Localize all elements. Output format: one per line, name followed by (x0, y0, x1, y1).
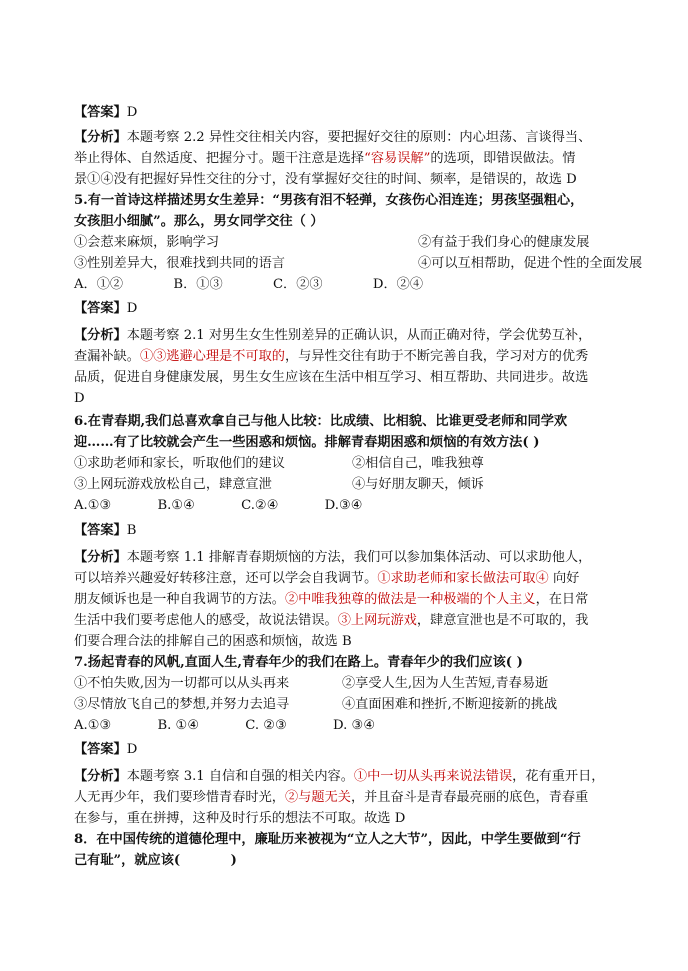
analysis-label: 【分析】 (74, 550, 127, 565)
q6-analysis-line-1 (74, 548, 591, 568)
analysis-text: 本题考察 2.1 对男生女生性别差异的正确认识，从而正确对待，学会优势互补， (126, 328, 592, 343)
answer-value: D (126, 742, 138, 757)
analysis-text: 本题考察 3.1 自信和自强的相关内容。 (126, 769, 354, 784)
q7-choices: A.①③ B. ①④ C. ②③ D. ③④ (74, 718, 376, 733)
analysis-text: ，与异性交往有助于不断完善自我，学习对方的优秀 (285, 349, 589, 364)
q8-stem-line-2: 己有耻”，就应该( ) (74, 853, 237, 868)
analysis-text: 本题考察 1.1 排解青春期烦恼的方法，我们可以参加集体活动、可以求助他人， (126, 550, 592, 565)
q7-options-row-2 (74, 695, 558, 715)
q7-options-row-1 (74, 674, 549, 694)
option-1: ①求助老师和家长，听取他们的建议 (74, 456, 285, 471)
q4-answer (74, 103, 137, 123)
analysis-text: ，并且奋斗是青春最亮丽的底色，青春重 (350, 790, 589, 805)
q6-analysis-line-2 (74, 569, 579, 589)
analysis-label: 【分析】 (74, 130, 127, 145)
option-4: ④直面困难和挫折,不断迎接新的挑战 (342, 697, 558, 712)
option-1: ①不怕失败,因为一切都可以从头再来 (74, 676, 290, 691)
q5-analysis-line-2 (74, 347, 588, 367)
q6-stem-line-1: 6.在青春期,我们总喜欢拿自己与他人比较：比成绩、比相貌、比谁更受老师和同学欢 (74, 414, 568, 429)
analysis-highlight: ②中唯我独尊的做法是一种极端的个人主义 (285, 592, 536, 607)
analysis-text: ，肆意宣泄也是不可取的，我 (416, 613, 589, 628)
option-2: ②有益于我们身心的健康发展 (418, 235, 590, 250)
q6-analysis-line-3 (74, 590, 588, 610)
analysis-label: 【分析】 (74, 328, 127, 343)
q5-analysis-line-1 (74, 326, 591, 346)
analysis-highlight: ③上网玩游戏 (337, 613, 417, 628)
analysis-text: ，花有重开日， (512, 769, 605, 784)
analysis-highlight: ②与题无关 (285, 790, 351, 805)
q6-answer (74, 521, 136, 541)
analysis-label: 【分析】 (74, 769, 127, 784)
q6-options-row-2 (74, 475, 484, 495)
answer-label: 【答案】 (74, 523, 127, 538)
answer-label: 【答案】 (74, 301, 127, 316)
q5-stem-line-2: 女孩胆小细腻”。那么，男女同学交往（ ） (74, 214, 324, 229)
analysis-text: 本题考察 2.2 异性交往相关内容，要把握好交往的原则：内心坦荡、言谈得当、 (126, 130, 592, 145)
q4-analysis-line-2 (74, 149, 575, 169)
q6-analysis-line-5: 们要合理合法的排解自己的困惑和烦恼，故选 B (74, 634, 352, 649)
q5-choices: A．①② B．①③ C．②③ D．②④ (74, 277, 424, 292)
analysis-text: 可以培养兴趣爱好转移注意，还可以学会自我调节。 (74, 571, 378, 586)
q5-analysis-line-3: 品质，促进自身健康发展，男生女生应该在生活中相互学习、相互帮助、共同进步。故选 (74, 370, 589, 385)
analysis-highlight: ①中一切从头再来说法错误 (353, 769, 513, 784)
q4-analysis-line-3: 景①④没有把握好异性交往的分寸，没有掌握好交往的时间、频率，是错误的，故选 D (74, 172, 577, 187)
q5-options-row-2 (74, 254, 643, 274)
analysis-text: 朋友倾诉也是一种自我调节的方法。 (74, 592, 285, 607)
analysis-highlight: ①求助老师和家长做法可取④ (377, 571, 549, 586)
q6-stem-line-2: 迎……有了比较就会产生一些困惑和烦恼。排解青春期困惑和烦恼的有效方法( ) (74, 435, 540, 450)
q7-answer (74, 740, 137, 760)
option-3: ③性别差异大，很难找到共同的语言 (74, 256, 285, 271)
q7-analysis-line-1 (74, 767, 604, 787)
answer-value: D (126, 105, 138, 120)
q6-choices: A.①③ B.①④ C.②④ D.③④ (74, 498, 363, 513)
q7-analysis-line-3: 在参与，重在拼搏，这种及时行乐的想法不可取。故选 D (74, 811, 406, 826)
q7-analysis-line-2 (74, 788, 588, 808)
option-1: ①会惹来麻烦，影响学习 (74, 235, 220, 250)
option-3: ③尽情放飞自己的梦想,并努力去追寻 (74, 697, 290, 712)
analysis-text: 生活中我们要考虑他人的感受，故说法错误。 (74, 613, 338, 628)
analysis-text: 举止得体、自然适度、把握分寸。题干注意是选择 (74, 151, 365, 166)
q4-analysis-line-1 (74, 128, 591, 148)
analysis-highlight: ①③逃避心理是不可取的 (139, 349, 285, 364)
option-2: ②相信自己，唯我独尊 (352, 456, 484, 471)
q5-answer (74, 299, 137, 319)
q8-stem-line-1: 8．在中国传统的道德伦理中，廉耻历来被视为“立人之大节”，因此，中学生要做到“行 (74, 832, 581, 847)
option-4: ④可以互相帮助，促进个性的全面发展 (418, 256, 643, 271)
option-3: ③上网玩游戏放松自己，肆意宣泄 (74, 477, 272, 492)
q6-options-row-1 (74, 454, 484, 474)
analysis-text: 人无再少年，我们要珍惜青春时光， (74, 790, 285, 805)
analysis-text: 查漏补缺。 (74, 349, 140, 364)
q7-stem-line-1: 7.扬起青春的风帆,直面人生,青春年少的我们在路上。青春年少的我们应该( ) (74, 655, 523, 670)
q5-options-row-1 (74, 233, 590, 253)
answer-label: 【答案】 (74, 105, 127, 120)
option-2: ②享受人生,因为人生苦短,青春易逝 (342, 676, 549, 691)
q5-stem-line-1: 5.有一首诗这样描述男女生差异：“男孩有泪不轻弹，女孩伤心泪连连；男孩坚强粗心， (74, 193, 584, 208)
answer-label: 【答案】 (74, 742, 127, 757)
analysis-text: ，在日常 (535, 592, 589, 607)
answer-value: D (126, 301, 138, 316)
option-4: ④与好朋友聊天，倾诉 (352, 477, 484, 492)
analysis-text: 的选项，即错误做法。情 (430, 151, 576, 166)
q5-analysis-line-4: D (74, 391, 85, 406)
answer-value: B (126, 523, 137, 538)
analysis-text: 向好 (548, 571, 580, 586)
analysis-highlight: “容易误解” (364, 151, 431, 166)
q6-analysis-line-4 (74, 611, 588, 631)
